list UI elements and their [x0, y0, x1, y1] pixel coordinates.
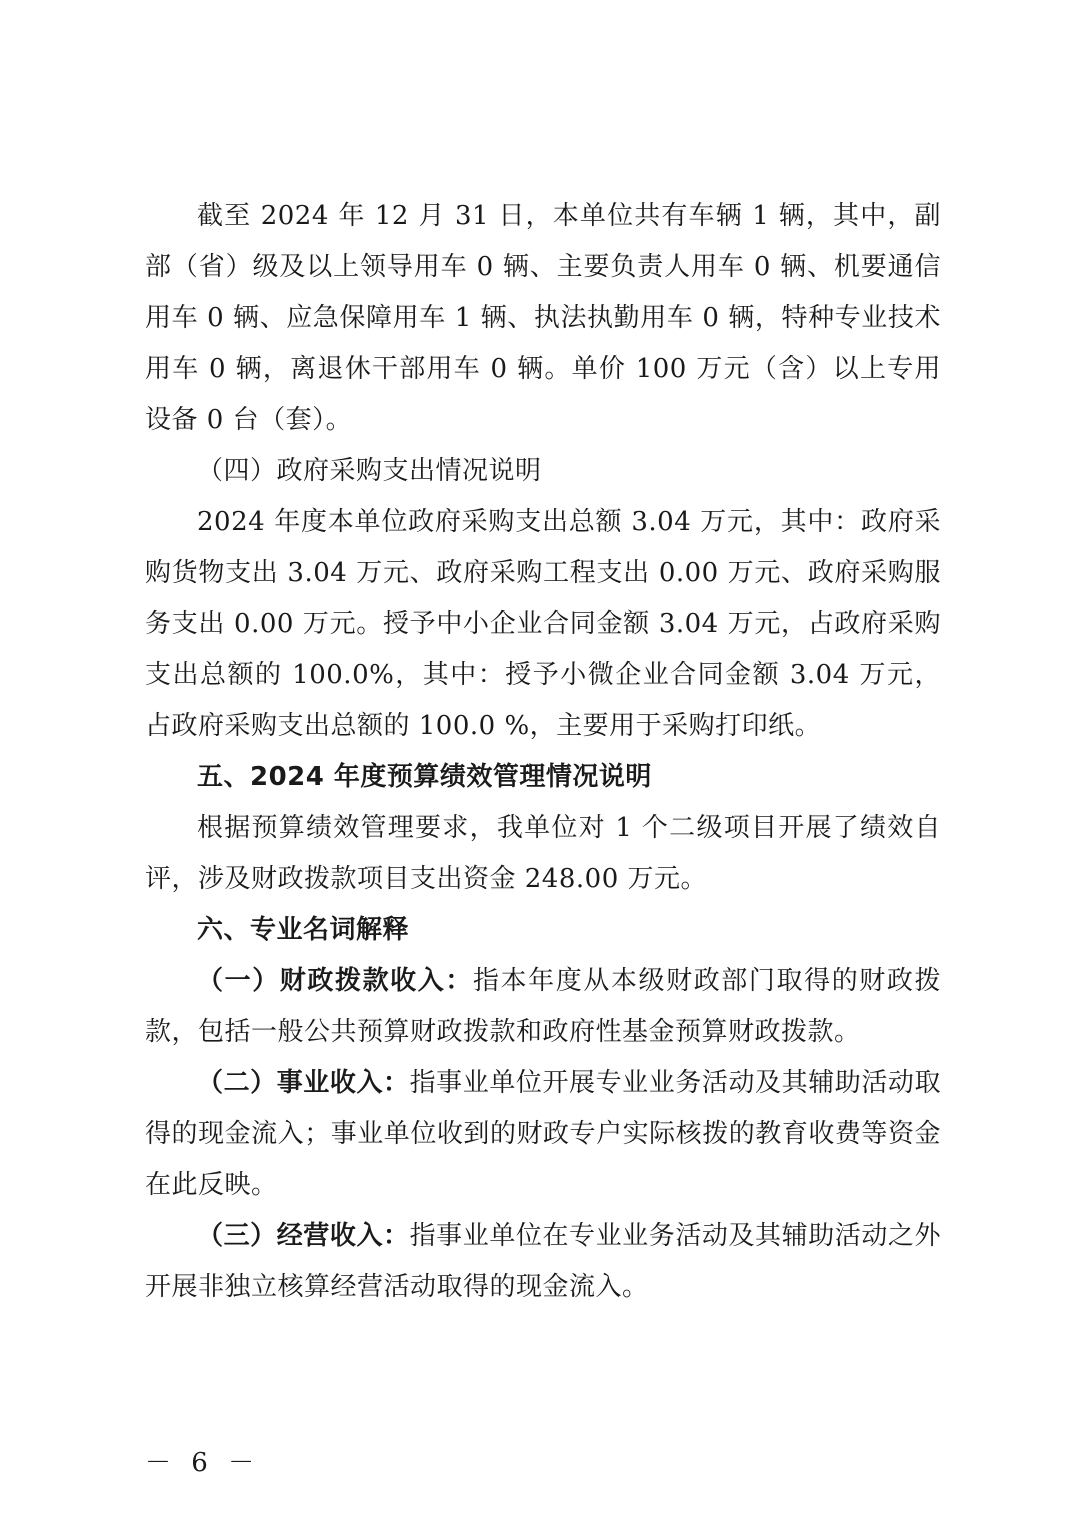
page-number: － 6 － [145, 1448, 261, 1478]
term-business-income-body: 指事业单位开展专业业务活动及其辅助活动取得的现金流入；事业单位收到的财政专户实际核拨的教育收费等资金在此反映。 [145, 1068, 941, 1200]
procurement-heading: （四）政府采购支出情况说明 [197, 456, 542, 486]
term-fiscal-appropriation [145, 956, 941, 1058]
vehicles-paragraph: 截至 2024 年 12 月 31 日，本单位共有车辆 1 辆，其中，副部（省）级及以上领导用车 0 辆、主要负责人用车 0 辆、机要通信用车 0 辆、应急保障用车 1 辆、执法执勤用车 0 辆，特种专业技术用车 0 辆，离退休干部用车 0 辆。单价 100 万元（含）以上专用设备 0 台（套）。 [145, 201, 941, 435]
performance-heading: 五、2024 年度预算绩效管理情况说明 [197, 762, 652, 792]
procurement-paragraph: 2024 年度本单位政府采购支出总额 3.04 万元，其中：政府采购货物支出 3.04 万元、政府采购工程支出 0.00 万元、政府采购服务支出 0.00 万元。授予中小企业合同金额 3.04 万元，占政府采购支出总额的 100.0%，其中：授予小微企业合同金额 3.04 万元，占政府采购支出总额的 100.0 %，主要用于采购打印纸。 [145, 507, 941, 741]
term-operating-income [145, 1211, 941, 1313]
performance-paragraph: 根据预算绩效管理要求，我单位对 1 个二级项目开展了绩效自评，涉及财政拨款项目支出资金 248.00 万元。 [145, 813, 941, 894]
terms-heading: 六、专业名词解释 [197, 915, 410, 945]
term-operating-income-label: （三）经营收入： [197, 1221, 410, 1251]
term-business-income [145, 1058, 941, 1211]
term-operating-income-body: 指事业单位在专业业务活动及其辅助活动之外开展非独立核算经营活动取得的现金流入。 [145, 1221, 941, 1302]
term-business-income-label: （二）事业收入： [197, 1068, 410, 1098]
term-fiscal-appropriation-label: （一）财政拨款收入： [197, 966, 473, 996]
term-fiscal-appropriation-body: 指本年度从本级财政部门取得的财政拨款，包括一般公共预算财政拨款和政府性基金预算财政拨款。 [145, 966, 941, 1047]
page-content [145, 191, 941, 1313]
